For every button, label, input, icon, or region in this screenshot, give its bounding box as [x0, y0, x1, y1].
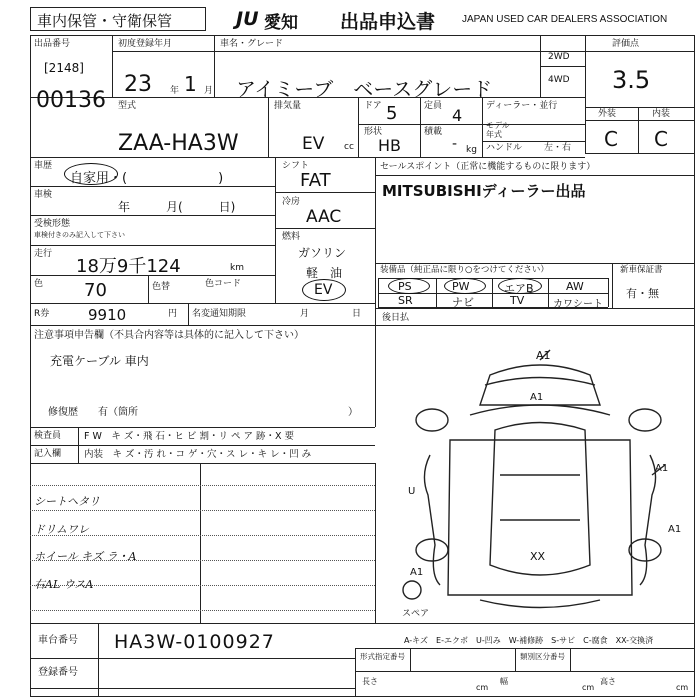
- repair-label: 修復歴 有（箇所: [48, 407, 138, 418]
- cc-unit: cc: [344, 142, 354, 152]
- mark-u-left: U: [408, 486, 416, 497]
- mileage-label: 走行: [34, 249, 53, 259]
- height-label: 高さ: [600, 677, 616, 686]
- car-damage-diagram: [400, 345, 690, 625]
- interior-label: 内装: [652, 109, 671, 119]
- wheel-rear-left: [416, 539, 448, 561]
- model-code: ZAA-HA3W: [118, 131, 239, 156]
- shift-value: FAT: [300, 170, 331, 191]
- doors-label: ドア: [364, 101, 382, 111]
- displacement-label: 排気量: [274, 101, 302, 111]
- inspection-label: 車検: [34, 190, 53, 200]
- model-code-label: 型式: [118, 101, 137, 111]
- dealer-label: ディーラー・並行: [486, 101, 558, 111]
- inspector-label: 検査員: [34, 431, 62, 441]
- remark-1: シートヘタリ: [34, 495, 100, 508]
- equip-navi: ナビ: [452, 296, 474, 309]
- sales-point-label: セールスポイント（正常に機能するものに限ります）: [380, 162, 596, 172]
- equip-ps: PS: [398, 280, 412, 293]
- interior-grade: C: [654, 127, 668, 151]
- equipment-label: 装備品（純正品に限り○をつけてください）: [380, 265, 549, 275]
- recycle-value: 9910: [88, 306, 127, 324]
- sales-point-text: MITSUBISHIディーラー出品: [382, 182, 586, 200]
- doors-value: 5: [386, 103, 398, 124]
- wheel-front-left: [416, 409, 448, 431]
- mark-a1-right: A1: [655, 463, 669, 474]
- length-label: 長さ: [362, 677, 378, 686]
- model-name: アイミーブ ベースグレード: [236, 77, 493, 101]
- load-unit: kg: [466, 145, 477, 155]
- notes-column-label: 記入欄: [34, 449, 62, 459]
- fuel-gasoline: ガソリン: [298, 246, 347, 260]
- handle-label: ハンドル: [486, 143, 523, 153]
- ju-logo: JU: [236, 8, 259, 30]
- reg-month-unit: 月: [204, 86, 214, 96]
- category-label: 類別区分番号: [520, 652, 565, 661]
- designation-label: 形式指定番号: [360, 652, 405, 661]
- capacity-value: 4: [452, 106, 463, 125]
- notice-day: 日: [352, 309, 362, 319]
- name-notice-label: 名変通知期限: [192, 309, 247, 319]
- score-label: 評価点: [612, 39, 640, 49]
- recycle-label: R券: [34, 309, 50, 319]
- body-type-value: HB: [378, 136, 402, 155]
- lot-no-label: 出品番号: [34, 39, 71, 49]
- color-code-label: 色コード: [205, 279, 242, 289]
- color-value: 70: [84, 280, 107, 301]
- equip-pw: PW: [452, 280, 470, 293]
- yen-unit: 円: [168, 309, 178, 319]
- wheel-front-right: [629, 409, 661, 431]
- load-label: 積載: [424, 127, 443, 137]
- rear-payment-label: 後日払: [382, 313, 410, 323]
- mark-a1-roof: A1: [536, 349, 551, 362]
- mark-a1-rear-right: A1: [668, 524, 682, 535]
- storage-label: 車内保管・守衛保管: [37, 12, 173, 30]
- mileage-unit: km: [230, 263, 244, 273]
- mileage-value: 18万9千124: [76, 256, 181, 277]
- drive-4wd: 4WD: [548, 75, 570, 85]
- mark-a1-rear-left: A1: [410, 567, 424, 578]
- model-year-label: モデル 年式: [486, 121, 510, 139]
- equip-pw-circle: [444, 278, 486, 294]
- new-warranty-label: 新車保証書: [620, 265, 663, 275]
- inspector-row-2: 内装 キ ズ・汚 れ・コ ゲ・穴・ス レ・キ レ・凹 み: [84, 449, 312, 460]
- height-unit: cm: [676, 683, 689, 692]
- lot-number: 00136: [36, 88, 106, 113]
- intake-note: 車検付きのみ記入して下さい: [34, 231, 125, 239]
- reg-year: 23: [124, 72, 152, 97]
- model-grade-label: 車名・グレード: [220, 39, 284, 49]
- remark-4: 右AL ウスA: [34, 578, 94, 591]
- color-label: 色: [34, 279, 44, 289]
- fuel-ev: EV: [314, 282, 333, 298]
- spare-label: スペア: [402, 609, 430, 619]
- fuel-diesel: 軽 油: [306, 266, 343, 280]
- form-title: 出品申込書: [340, 11, 436, 33]
- fuel-label: 燃料: [282, 232, 301, 242]
- notice-label: 注意事項申告欄（不具合内容等は具体的に記入して下さい）: [34, 330, 304, 341]
- fuel-ev-circle: [302, 279, 346, 301]
- logo-prefecture: 愛知: [264, 13, 298, 33]
- chassis-no-label: 車台番号: [38, 635, 78, 646]
- score-value: 3.5: [612, 66, 651, 94]
- exterior-grade: C: [604, 127, 618, 151]
- equip-airbag-circle: [498, 278, 542, 294]
- drive-2wd: 2WD: [548, 52, 570, 62]
- handle-options: 左・右: [544, 143, 572, 153]
- remark-2: ドリムワレ: [34, 523, 89, 536]
- first-reg-label: 初度登録年月: [118, 39, 173, 49]
- color-change-label: 色替: [152, 282, 171, 292]
- inspection-date: 年 月( 日): [118, 200, 236, 214]
- notice-month: 月: [300, 309, 310, 319]
- equip-aw: AW: [566, 280, 584, 293]
- inspector-row-1: F W キ ズ・飛 石・ヒ ビ 割・リ ペ ア 跡・X 要: [84, 431, 295, 442]
- repair-close: ）: [348, 407, 358, 418]
- equip-leather: カワシート: [553, 299, 603, 310]
- history-label: 車歴: [34, 161, 53, 171]
- mark-xx-rear: XX: [530, 550, 546, 563]
- equip-ps-circle: [388, 278, 430, 294]
- lot-small-number: [2148]: [44, 61, 84, 75]
- body-type-label: 形状: [364, 127, 383, 137]
- length-unit: cm: [476, 683, 489, 692]
- remark-3: ホイール キズ ラ・A: [34, 550, 137, 563]
- equip-sr: SR: [398, 294, 413, 307]
- ac-value: AAC: [306, 207, 342, 227]
- reg-month: 1: [184, 72, 197, 96]
- displacement-value: EV: [302, 134, 325, 154]
- equip-airbag: エアB: [504, 282, 534, 295]
- warranty-options: 有・無: [626, 287, 659, 300]
- load-value: -: [452, 136, 458, 152]
- history-circle: [64, 163, 118, 185]
- ac-label: 冷房: [282, 197, 301, 207]
- width-label: 幅: [500, 677, 508, 686]
- exterior-label: 外装: [598, 109, 617, 119]
- equip-tv: TV: [510, 294, 525, 307]
- reg-year-unit: 年: [170, 86, 180, 96]
- diagram-body: [448, 440, 632, 595]
- history-options: 自家用・( ): [70, 171, 224, 186]
- damage-legend: A-キズ E-エクボ U-凹み W-補修跡 S-サビ C-腐食 XX-交換済: [404, 636, 654, 645]
- notice-text: 充電ケーブル 車内: [50, 354, 149, 368]
- form-subtitle: JAPAN USED CAR DEALERS ASSOCIATION: [462, 14, 668, 25]
- storage-box: [30, 7, 206, 31]
- capacity-label: 定員: [424, 101, 443, 111]
- chassis-no-value: HA3W-0100927: [114, 631, 275, 653]
- intake-label: 受検形態: [34, 219, 71, 229]
- mark-a1-hood: A1: [530, 392, 544, 403]
- spare-tire: [403, 581, 421, 599]
- reg-no-label: 登録番号: [38, 667, 78, 678]
- shift-label: シフト: [282, 161, 310, 171]
- width-unit: cm: [582, 683, 595, 692]
